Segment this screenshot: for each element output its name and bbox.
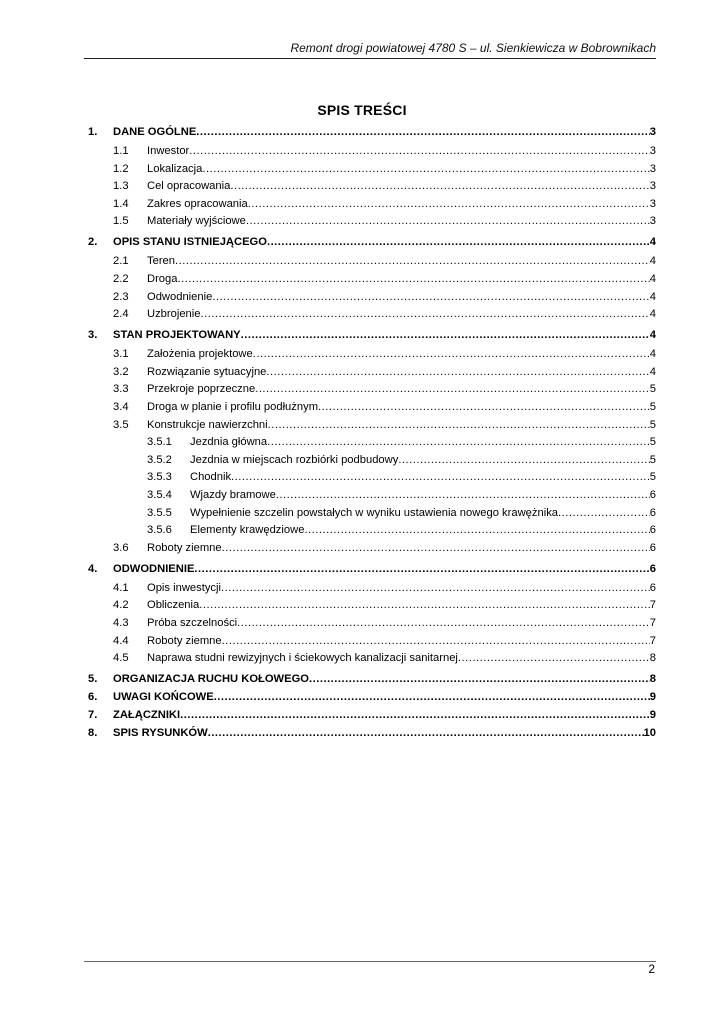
toc-entry[interactable] [0,381,724,397]
toc-entry-number: 3.5.6 [147,524,172,536]
toc-entry-number: 3.5.2 [147,454,172,466]
toc-entry-label: SPIS RYSUNKÓW [113,727,208,739]
toc-entry-page: 4 [649,308,656,320]
toc-dot-leader [194,561,649,577]
toc-entry-label: Wjazdy bramowe [190,489,276,501]
toc-entry-label: UWAGI KOŃCOWE [113,691,214,703]
toc-dot-leader [221,580,650,596]
toc-dot-leader [458,650,650,666]
toc-entry[interactable] [0,469,724,485]
toc-entry[interactable] [0,161,724,177]
toc-entry[interactable] [0,725,724,741]
toc-dot-leader [222,540,650,556]
toc-entry-page: 6 [649,563,656,575]
toc-entry-number: 3.5.1 [147,436,172,448]
toc-entry-number: 1.2 [113,163,129,175]
toc-entry[interactable] [0,650,724,666]
toc-entry-number: 4.1 [113,582,129,594]
toc-entry-number: 1.5 [113,215,129,227]
footer-divider [84,961,656,962]
page-number: 2 [648,962,655,976]
toc-entry-label: Konstrukcje nawierzchni [147,419,268,431]
toc-entry-page: 4 [649,366,656,378]
toc-dot-leader [276,487,650,503]
toc-entry[interactable] [0,124,724,140]
toc-entry[interactable] [0,522,724,538]
toc-entry[interactable] [0,707,724,723]
toc-title: SPIS TREŚCI [317,102,407,118]
toc-entry-page: 8 [649,673,656,685]
toc-dot-leader [253,346,650,362]
toc-entry-page: 6 [649,542,656,554]
toc-entry-label: Droga w planie i profilu podłużnym [147,401,319,413]
toc-entry-label: Rozwiązanie sytuacyjne [147,366,267,378]
toc-entry-number: 1.3 [113,180,129,192]
toc-entry-number: 3.5.5 [147,507,172,519]
toc-dot-leader [267,434,650,450]
toc-dot-leader [212,289,649,305]
toc-entry-number: 3. [88,329,98,341]
toc-dot-leader [255,381,650,397]
toc-entry-label: Roboty ziemne [147,635,222,647]
toc-entry-label: ZAŁĄCZNIKI [113,709,181,721]
toc-entry[interactable] [0,271,724,287]
toc-dot-leader [200,306,649,322]
toc-entry-page: 7 [649,599,656,611]
toc-dot-leader [208,725,644,741]
toc-entry[interactable] [0,597,724,613]
toc-entry[interactable] [0,399,724,415]
toc-entry-page: 9 [649,691,656,703]
toc-entry[interactable] [0,178,724,194]
toc-entry-label: Przekroje poprzeczne [147,383,256,395]
toc-entry-number: 3.5.4 [147,489,172,501]
toc-entry-page: 4 [649,273,656,285]
toc-entry[interactable] [0,346,724,362]
toc-entry-label: ORGANIZACJA RUCHU KOŁOWEGO [113,673,309,685]
toc-entry-page: 6 [649,507,656,519]
toc-entry-number: 5. [88,673,98,685]
toc-entry-label: STAN PROJEKTOWANY [113,329,241,341]
toc-entry-page: 3 [649,163,656,175]
toc-entry-label: Cel opracowania [147,180,231,192]
toc-dot-leader [180,707,650,723]
toc-entry[interactable] [0,671,724,687]
toc-entry[interactable] [0,253,724,269]
toc-dot-leader [246,213,650,229]
toc-entry[interactable] [0,327,724,343]
toc-entry-number: 2. [88,236,98,248]
toc-dot-leader [231,469,650,485]
toc-dot-leader [214,689,650,705]
toc-entry-number: 3.5.3 [147,471,172,483]
toc-dot-leader [175,253,650,269]
toc-entry-page: 7 [649,635,656,647]
toc-entry-label: Naprawa studni rewizyjnych i ściekowych kanalizacji sanitarnej [147,652,458,664]
toc-dot-leader [202,161,649,177]
toc-entry-page: 3 [649,198,656,210]
toc-entry-number: 3.2 [113,366,129,378]
toc-entry[interactable] [0,487,724,503]
toc-entry-number: 4.3 [113,617,129,629]
toc-entry-label: Inwestor [147,145,190,157]
toc-dot-leader [177,271,649,287]
toc-entry[interactable] [0,143,724,159]
toc-entry[interactable] [0,234,724,250]
toc-entry-number: 4. [88,563,98,575]
toc-entry-number: 2.1 [113,255,129,267]
toc-entry-label: Odwodnienie [147,291,213,303]
toc-entry[interactable] [0,689,724,705]
toc-entry-page: 4 [649,291,656,303]
toc-entry-label: Jezdnia główna [190,436,268,448]
toc-entry-page: 10 [643,727,656,739]
toc-dot-leader [189,143,649,159]
toc-entry-page: 5 [649,454,656,466]
toc-entry-label: ODWODNIENIE [113,563,195,575]
toc-entry-label: Założenia projektowe [147,348,253,360]
toc-entry-page: 3 [649,126,656,138]
toc-dot-leader [267,234,650,250]
toc-entry-page: 5 [649,419,656,431]
toc-entry-label: Opis inwestycji [147,582,221,594]
toc-entry-label: Elementy krawędziowe [190,524,305,536]
toc-entry-number: 3.6 [113,542,129,554]
toc-entry-label: Próba szczelności [147,617,238,629]
toc-entry-number: 1. [88,126,98,138]
toc-entry[interactable] [0,196,724,212]
toc-entry-page: 4 [649,236,656,248]
toc-entry[interactable] [0,417,724,433]
toc-entry[interactable] [0,364,724,380]
toc-dot-leader [398,452,649,468]
toc-entry-number: 1.1 [113,145,129,157]
toc-entry-page: 5 [649,436,656,448]
toc-dot-leader [304,522,649,538]
toc-entry-number: 2.2 [113,273,129,285]
toc-entry-page: 5 [649,471,656,483]
toc-dot-leader [237,615,650,631]
toc-entry[interactable] [0,561,724,577]
toc-entry-label: Obliczenia [147,599,200,611]
toc-entry-label: Lokalizacja [147,163,203,175]
toc-dot-leader [266,364,649,380]
toc-entry[interactable] [0,306,724,322]
toc-entry[interactable] [0,580,724,596]
toc-entry[interactable] [0,289,724,305]
toc-entry-page: 3 [649,180,656,192]
toc-dot-leader [196,124,649,140]
toc-entry-page: 3 [649,215,656,227]
toc-entry[interactable] [0,505,724,521]
toc-entry-page: 6 [649,524,656,536]
toc-dot-leader [558,505,650,521]
toc-dot-leader [268,417,650,433]
toc-entry-label: Zakres opracowania [147,198,248,210]
toc-entry-label: Droga [147,273,178,285]
toc-entry-label: Uzbrojenie [147,308,201,320]
toc-entry-label: Chodnik [190,471,232,483]
toc-entry-number: 6. [88,691,98,703]
toc-entry-number: 1.4 [113,198,129,210]
toc-entry-page: 3 [649,145,656,157]
toc-entry-page: 9 [649,709,656,721]
running-header: Remont drogi powiatowej 4780 S – ul. Sienkiewicza w Bobrownikach [290,41,656,55]
toc-entry-label: Jezdnia w miejscach rozbiórki podbudowy [190,454,399,466]
toc-entry-page: 8 [649,652,656,664]
toc-entry-page: 4 [649,348,656,360]
toc-entry-number: 2.4 [113,308,129,320]
toc-entry[interactable] [0,434,724,450]
toc-entry-number: 3.3 [113,383,129,395]
toc-dot-leader [318,399,650,415]
toc-entry-page: 5 [649,383,656,395]
toc-entry-label: Teren [147,255,175,267]
toc-entry[interactable] [0,213,724,229]
toc-entry[interactable] [0,540,724,556]
toc-entry-number: 3.1 [113,348,129,360]
toc-entry-number: 3.4 [113,401,129,413]
header-divider [84,58,656,59]
toc-entry-number: 2.3 [113,291,129,303]
toc-entry-label: Roboty ziemne [147,542,222,554]
toc-entry-label: Materiały wyjściowe [147,215,246,227]
toc-entry[interactable] [0,633,724,649]
toc-entry[interactable] [0,452,724,468]
toc-entry[interactable] [0,615,724,631]
toc-entry-page: 4 [649,329,656,341]
toc-entry-page: 6 [649,489,656,501]
toc-entry-label: OPIS STANU ISTNIEJĄCEGO [113,236,267,248]
toc-entry-page: 6 [649,582,656,594]
toc-entry-number: 7. [88,709,98,721]
toc-entry-label: Wypełnienie szczelin powstałych w wyniku ustawienia nowego krawężnika [190,507,559,519]
toc-entry-page: 4 [649,255,656,267]
toc-entry-number: 4.2 [113,599,129,611]
toc-dot-leader [222,633,650,649]
toc-dot-leader [230,178,649,194]
toc-dot-leader [241,327,650,343]
toc-entry-page: 7 [649,617,656,629]
toc-dot-leader [309,671,650,687]
toc-entry-number: 3.5 [113,419,129,431]
toc-entry-page: 5 [649,401,656,413]
toc-dot-leader [248,196,650,212]
toc-entry-number: 4.5 [113,652,129,664]
toc-entry-number: 4.4 [113,635,129,647]
toc-entry-label: DANE OGÓLNE [113,126,197,138]
toc-dot-leader [199,597,650,613]
toc-entry-number: 8. [88,727,98,739]
